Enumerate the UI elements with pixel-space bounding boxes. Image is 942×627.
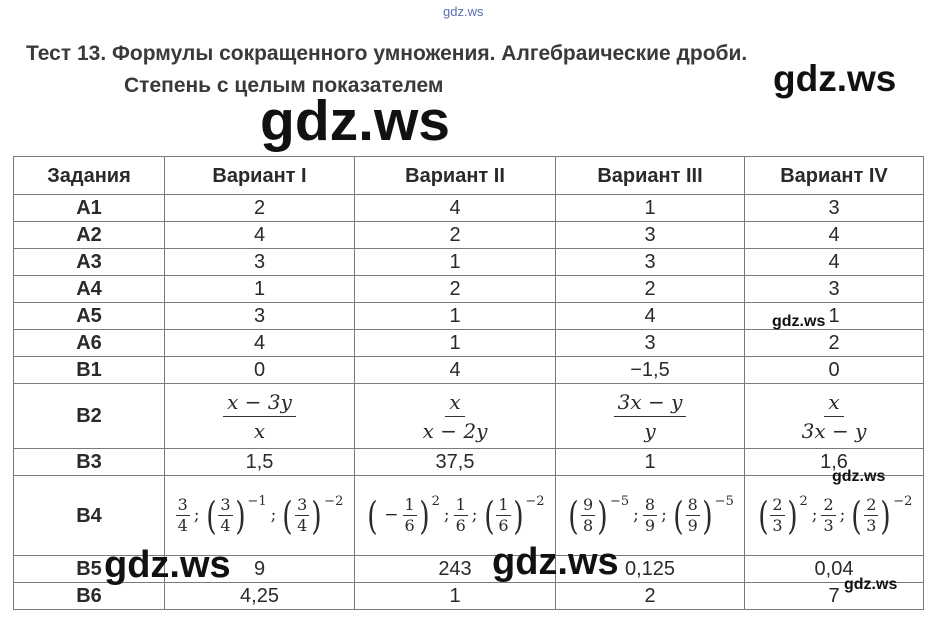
watermark: gdz.ws xyxy=(260,89,451,153)
task-label: В3 xyxy=(14,449,165,476)
denominator: 9 xyxy=(687,516,698,535)
table-row xyxy=(14,249,924,276)
answer-cell: 37,5 xyxy=(355,449,556,476)
answer-cell xyxy=(355,384,556,449)
task-label: А5 xyxy=(14,303,165,330)
watermark: gdz.ws xyxy=(773,58,897,99)
exponent: −5 xyxy=(610,493,630,509)
exponent: −5 xyxy=(714,493,734,509)
fraction-sequence xyxy=(756,493,913,538)
task-label: А4 xyxy=(14,276,165,303)
paren-open: ( xyxy=(367,493,379,538)
answer-cell xyxy=(745,476,924,556)
denominator: 4 xyxy=(177,516,188,535)
answer-cell: 4 xyxy=(355,357,556,384)
denominator: 6 xyxy=(498,516,509,535)
task-label: В1 xyxy=(14,357,165,384)
task-label: А6 xyxy=(14,330,165,357)
watermark: gdz.ws xyxy=(844,576,898,593)
paren-close: ) xyxy=(311,493,322,538)
answer-cell: 2 xyxy=(355,276,556,303)
answer-cell: 4,25 xyxy=(165,583,355,610)
numerator: 1 xyxy=(498,495,509,514)
watermark: gdz.ws xyxy=(832,468,886,485)
answer-cell: 1 xyxy=(355,583,556,610)
numerator: 1 xyxy=(455,495,466,514)
answer-cell: 4 xyxy=(745,249,924,276)
answer-cell: −1,5 xyxy=(556,357,745,384)
numerator: 3 xyxy=(177,495,188,514)
exponent: 2 xyxy=(431,493,440,509)
separator: ; xyxy=(811,505,818,525)
page-subtitle: Степень с целым показателем xyxy=(124,74,444,97)
answer-cell: 4 xyxy=(165,222,355,249)
answer-cell: 9 xyxy=(165,556,355,583)
watermark: gdz.ws xyxy=(104,544,231,586)
exponent: −2 xyxy=(893,493,913,509)
paren-open: ( xyxy=(568,493,579,538)
fraction xyxy=(643,497,657,534)
watermark: gdz.ws xyxy=(772,313,826,330)
separator: ; xyxy=(471,505,478,525)
separator: ; xyxy=(270,505,277,525)
paren-open: ( xyxy=(851,493,862,538)
fraction xyxy=(798,389,871,443)
denominator: 8 xyxy=(582,516,594,535)
task-label: А3 xyxy=(14,249,165,276)
paren-close: ) xyxy=(786,493,798,538)
answer-cell: 1,5 xyxy=(165,449,355,476)
separator: ; xyxy=(839,505,846,525)
fraction xyxy=(614,389,687,443)
fraction xyxy=(770,497,784,534)
answer-cell: 1 xyxy=(556,195,745,222)
answer-cell: 3 xyxy=(745,195,924,222)
numerator: x − 3y xyxy=(223,392,296,417)
paren-close: ) xyxy=(880,493,891,538)
denominator: x xyxy=(253,418,266,443)
fraction-sequence xyxy=(566,493,734,538)
denominator: x − 2y xyxy=(422,418,488,443)
answer-cell: 1 xyxy=(165,276,355,303)
answer-cell: 1 xyxy=(745,303,924,330)
fraction xyxy=(864,497,878,534)
fraction xyxy=(821,497,835,534)
header-cell: Вариант III xyxy=(556,157,745,195)
paren-close: ) xyxy=(418,493,430,538)
separator: ; xyxy=(633,505,639,525)
table-row xyxy=(14,330,924,357)
table-header-row xyxy=(14,157,924,195)
task-label: В6 xyxy=(14,583,165,610)
paren-close: ) xyxy=(702,493,713,538)
separator: ; xyxy=(443,505,450,525)
denominator: 9 xyxy=(644,516,656,535)
numerator: 3x − y xyxy=(614,392,687,417)
task-label: В5 xyxy=(14,556,165,583)
answer-cell: 3 xyxy=(556,222,745,249)
answer-cell: 3 xyxy=(165,249,355,276)
task-label: А2 xyxy=(14,222,165,249)
answer-cell: 1 xyxy=(355,249,556,276)
denominator: 3 xyxy=(772,516,783,535)
separator: ; xyxy=(661,505,667,525)
answer-cell: 1,6 xyxy=(745,449,924,476)
numerator: 9 xyxy=(582,495,594,514)
fraction xyxy=(403,497,417,534)
numerator: x xyxy=(824,392,843,417)
exponent: 2 xyxy=(799,493,808,509)
fraction xyxy=(496,497,510,534)
answer-cell: 2 xyxy=(165,195,355,222)
task-label: В2 xyxy=(14,384,165,449)
answer-cell: 1 xyxy=(556,449,745,476)
watermark: gdz.ws xyxy=(492,541,619,583)
denominator: y xyxy=(644,418,656,443)
numerator: 3 xyxy=(297,495,308,514)
denominator: 4 xyxy=(220,516,231,535)
numerator: 2 xyxy=(772,495,783,514)
table-row xyxy=(14,222,924,249)
paren-close: ) xyxy=(597,493,608,538)
numerator: x xyxy=(445,392,464,417)
fraction xyxy=(686,497,700,534)
table-row xyxy=(14,357,924,384)
page-title: Тест 13. Формулы сокращенного умножения. Алгебраические дроби. xyxy=(26,42,748,65)
answer-cell: 2 xyxy=(355,222,556,249)
task-label: В4 xyxy=(14,476,165,556)
answer-cell: 3 xyxy=(556,249,745,276)
task-label: А1 xyxy=(14,195,165,222)
answer-cell: 0 xyxy=(745,357,924,384)
paren-open: ( xyxy=(673,493,684,538)
answer-cell: 2 xyxy=(556,276,745,303)
answer-cell: 4 xyxy=(355,195,556,222)
paren-close: ) xyxy=(234,493,246,538)
paren-open: ( xyxy=(205,493,217,538)
fraction xyxy=(295,497,309,534)
exponent: −1 xyxy=(247,493,267,509)
answer-cell xyxy=(745,384,924,449)
denominator: 3 xyxy=(866,516,877,535)
table-row xyxy=(14,195,924,222)
fraction xyxy=(218,497,232,534)
answer-cell: 3 xyxy=(165,303,355,330)
header-cell: Вариант IV xyxy=(745,157,924,195)
fraction xyxy=(581,497,595,534)
answer-cell: 3 xyxy=(745,276,924,303)
answers-table xyxy=(13,156,924,610)
separator: ; xyxy=(193,505,200,525)
answer-cell xyxy=(556,384,745,449)
answer-cell: 4 xyxy=(556,303,745,330)
answer-cell: 0,04 xyxy=(745,556,924,583)
answer-cell: 7 xyxy=(745,583,924,610)
numerator: 8 xyxy=(687,495,698,514)
numerator: 3 xyxy=(220,495,231,514)
answer-cell xyxy=(165,384,355,449)
fraction-sequence xyxy=(365,493,545,538)
answer-cell: 1 xyxy=(355,303,556,330)
table-row xyxy=(14,384,924,449)
denominator: 3 xyxy=(823,516,834,535)
fraction xyxy=(419,389,492,443)
answer-cell: 2 xyxy=(556,583,745,610)
exponent: −2 xyxy=(324,493,344,509)
sign: − xyxy=(384,505,399,525)
paren-open: ( xyxy=(757,493,769,538)
header-cell: Вариант I xyxy=(165,157,355,195)
exponent: −2 xyxy=(525,493,545,509)
numerator: 8 xyxy=(644,495,656,514)
header-cell: Задания xyxy=(14,157,165,195)
fraction xyxy=(454,497,468,534)
watermark-top: gdz.ws xyxy=(443,4,484,19)
answer-cell: 1 xyxy=(355,330,556,357)
numerator: 1 xyxy=(404,495,415,514)
answer-cell: 243 xyxy=(355,556,556,583)
answer-cell: 0,125 xyxy=(556,556,745,583)
paren-close: ) xyxy=(512,493,524,538)
answer-cell: 3 xyxy=(556,330,745,357)
numerator: 2 xyxy=(823,495,834,514)
answer-cell: 4 xyxy=(745,222,924,249)
numerator: 2 xyxy=(866,495,877,514)
paren-open: ( xyxy=(483,493,495,538)
denominator: 6 xyxy=(404,516,415,535)
table-row xyxy=(14,276,924,303)
paren-open: ( xyxy=(282,493,293,538)
header-cell: Вариант II xyxy=(355,157,556,195)
fraction xyxy=(223,389,296,443)
denominator: 6 xyxy=(455,516,466,535)
answer-cell: 0 xyxy=(165,357,355,384)
denominator: 4 xyxy=(297,516,308,535)
answer-cell: 4 xyxy=(165,330,355,357)
table-row xyxy=(14,449,924,476)
answer-cell: 2 xyxy=(745,330,924,357)
denominator: 3x − y xyxy=(801,418,867,443)
fraction-sequence xyxy=(176,493,344,538)
fraction xyxy=(176,497,190,534)
